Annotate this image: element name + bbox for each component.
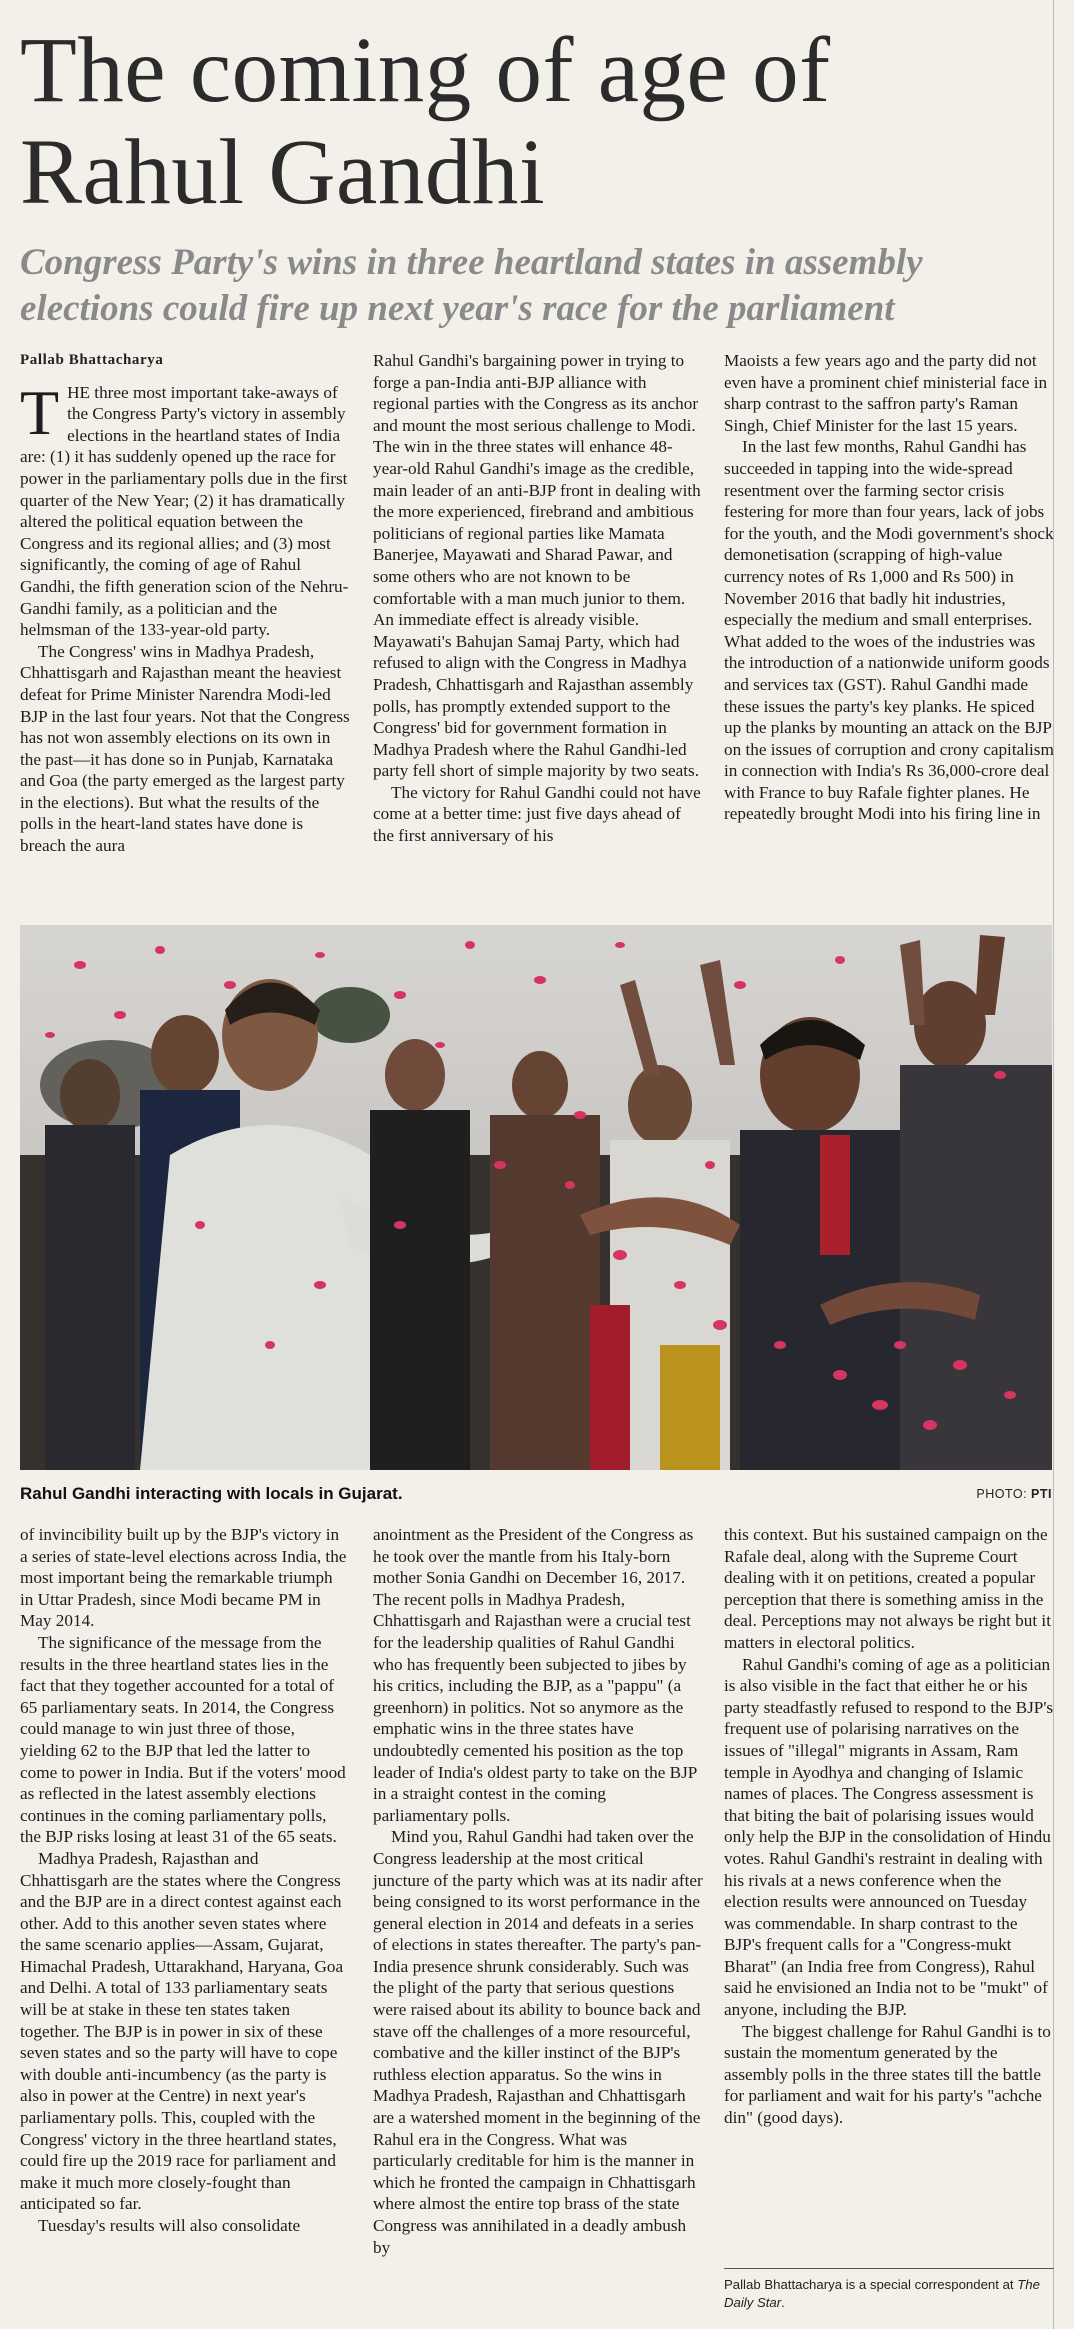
crowd-photo-illustration	[20, 925, 1052, 1470]
photo-caption-bar	[20, 1484, 1052, 1508]
photo-caption: Rahul Gandhi interacting with locals in Gujarat.	[20, 1484, 403, 1503]
paragraph: The significance of the message from the results in the three heartland states lies in the fact that they together accounted for a total of 65 parliamentary seats. In 2014, the Congress could manage to win just three of those, yielding 62 to the BJP that led the latter to come to power in India. But if the voters' mood as reflected in the latest assembly elections continues in the coming parliamentary polls, the BJP risks losing at least 31 of the 65 seats.	[20, 1632, 346, 1847]
paragraph: Rahul Gandhi's coming of age as a politician is also visible in the fact that either he or his party steadfastly refused to respond to the BJP's frequent use of polarising narratives on the issues of "illegal" migrants in Assam, Ram temple in Ayodhya and changing of Islamic names of places. The Congress assessment is that biting the bait of polarising issues would only help the BJP in the consolidation of Hindu votes. Rahul Gandhi's restraint in dealing with his rivals at a news conference when the election results were announced on Tuesday was commendable. In sharp contrast to the BJP's frequent calls for a "Congress-mukt Bharat" (an India free from Congress), Rahul said he envisioned an India not to be "mukt" of anyone, including the BJP.	[724, 1654, 1054, 2020]
paragraph: The Congress' wins in Madhya Pradesh, Chhattisgarh and Rajasthan meant the heaviest defeat for Prime Minister Narendra Modi-led BJP in the last four years. Not that the Congress has not won assembly elections on its own in the past—it has done so in Punjab, Karnataka and Goa (the party emerged as the largest party in the elections). But what the results of the polls in the heart-land states have done is breach the aura	[20, 641, 350, 856]
paragraph: anointment as the President of the Congress as he took over the mantle from his Italy-born mother Sonia Gandhi on December 16, 2017. The recent polls in Madhya Pradesh, Chhattisgarh and Rajasthan were a crucial test for the leadership qualities of Rahul Gandhi who has frequently been subjected to jibes by his critics, including the BJP, as a "pappu" (a greenhorn) in politics. Not so anymore as the emphatic wins in the three states have undoubtedly cemented his position as the top leader of India's oldest party to take on the BJP in a straight contest in the coming parliamentary polls.	[373, 1525, 697, 1825]
news-photo	[20, 925, 1052, 1470]
photo-credit-label: PHOTO:	[976, 1487, 1032, 1501]
photo-credit	[976, 1487, 1052, 1501]
paragraph: Maoists a few years ago and the party did not even have a prominent chief ministerial face in sharp contrast to the saffron party's Raman Singh, Chief Minister for the last 15 years.	[724, 351, 1048, 435]
column-3	[724, 350, 1054, 825]
column-2	[373, 350, 703, 847]
paragraph: Mind you, Rahul Gandhi had taken over the Congress leadership at the most critical juncture of the party which was at its nadir after being consigned to its worst performance in the general election in 2014 and defeats in a series of elections in states thereafter. The party's pan-India presence shrunk considerably. Such was the plight of the party that serious questions were raised about its ability to bounce back and stave off the challenges of a more resourceful, combative and the killer instinct of the BJP's ruthless election apparatus. So the wins in Madhya Pradesh, Rajasthan and Chhattisgarh are a watershed moment in the beginning of the Rahul era in the Congress. What was particularly creditable for him is the manner in which he fronted the campaign in Chhattisgarh where almost the entire top brass of the state Congress was annihilated in a deadly ambush by	[373, 1827, 703, 2257]
footnote-divider	[724, 2268, 1054, 2269]
paragraph: Rahul Gandhi's bargaining power in trying to forge a pan-India anti-BJP alliance with regional parties with the Congress as its anchor and mount the most serious challenge to Modi. The win in the three states will enhance 48-year-old Rahul Gandhi's image as the credible, main leader of an anti-BJP front in dealing with the more experienced, firebrand and ambitious politicians of regional parties like Mamata Banerjee, Mayawati and Sharad Pawar, and some others who are not known to be comfortable with a man much junior to them. An immediate effect is already visible. Mayawati's Bahujan Samaj Party, which had refused to align with the Congress in Madhya Pradesh, Chhattisgarh and Rajasthan assembly polls, has promptly extended support to the Congress' bid for government formation in Madhya Pradesh where the Rahul Gandhi-led party fell short of simple majority by two seats.	[373, 351, 701, 781]
subheadline: Congress Party's wins in three heartland states in assembly elections could fire up next year's race for the parliament	[20, 242, 923, 329]
paragraph: The victory for Rahul Gandhi could not have come at a better time: just five days ahead of the first anniversary of his	[373, 782, 701, 846]
paragraph: this context. But his sustained campaign on the Rafale deal, along with the Supreme Court dealing with it on petitions, created a popular perception that there is something amiss in the deal. Perceptions may not always be right but it matters in electoral politics.	[724, 1525, 1051, 1652]
author-note-text: Pallab Bhattacharya is a special correspondent at	[724, 2277, 1018, 2292]
paragraph: In the last few months, Rahul Gandhi has succeeded in tapping into the wide-spread resentment over the farming sector crisis festering for more than four years, lack of jobs for the youth, and the Modi government's shock demonetisation (scrapping of high-value currency notes of Rs 1,000 and Rs 500) in November 2016 that badly hit industries, especially the medium and small enterprises. What added to the woes of the industries was the introduction of a nationwide uniform goods and services tax (GST). Rahul Gandhi made these issues the party's key planks. He spiced up the planks by mounting an attack on the BJP on the issues of corruption and crony capitalism in connection with India's Rs 36,000-crore deal with France to buy Rafale fighter planes. He repeatedly brought Modi into his firing line in	[724, 437, 1054, 824]
author-note	[724, 2276, 1054, 2312]
headline	[20, 20, 1060, 224]
headline-line-2: Rahul Gandhi	[20, 121, 546, 224]
drop-cap: T	[20, 376, 60, 448]
headline-line-1: The coming of age of	[20, 19, 831, 122]
publication-name: The Daily Star	[724, 2277, 1040, 2310]
paragraph-text: HE three most important take-aways of the Congress Party's victory in assembly elections in the heartland states of India are: (1) it has suddenly opened up the race for power in the parliamentary polls due in the first quarter of the New Year; (2) it has dramatically altered the political equation between the Congress and its regional allies; and (3) most significantly, the coming of age of Rahul Gandhi, the fifth generation scion of the Nehru-Gandhi family, as a politician and the helmsman of the 133-year-old party.	[20, 382, 349, 640]
paragraph: of invincibility built up by the BJP's victory in a series of state-level elections across India, the most important being the remarkable triumph in Uttar Pradesh, since Modi became PM in May 2014.	[20, 1525, 347, 1631]
author-note-end: .	[781, 2295, 785, 2310]
paragraph	[20, 376, 350, 641]
paragraph: Madhya Pradesh, Rajasthan and Chhattisgarh are the states where the Congress and the BJP are in a direct contest against each other. Add to this another seven states where the same scenario applies—Assam, Gujarat, Himachal Pradesh, Uttarakhand, Haryana, Goa and Delhi. A total of 133 parliamentary seats will be at stake in these ten states taken together. The BJP is in power in six of these seven states and so the party will have to cope with double anti-incumbency (as the party is also in power at the Centre) in next year's parliamentary polls. This, coupled with the Congress' victory in the three heartland states, could fire up the 2019 race for parliament and make it much more closely-fought than anticipated so far.	[20, 1848, 344, 2214]
column-6	[724, 1524, 1054, 2129]
byline: Pallab Bhattacharya	[20, 352, 164, 368]
paragraph: The biggest challenge for Rahul Gandhi is to sustain the momentum generated by the assembly polls in the three states till the battle for parliament and wait for his party's "achche din" (good days).	[724, 2021, 1051, 2128]
column-5	[373, 1524, 703, 2258]
photo-credit-source: PTI	[1031, 1487, 1052, 1501]
column-1	[20, 350, 350, 857]
column-4	[20, 1524, 350, 2237]
paragraph: Tuesday's results will also consolidate	[38, 2216, 301, 2235]
